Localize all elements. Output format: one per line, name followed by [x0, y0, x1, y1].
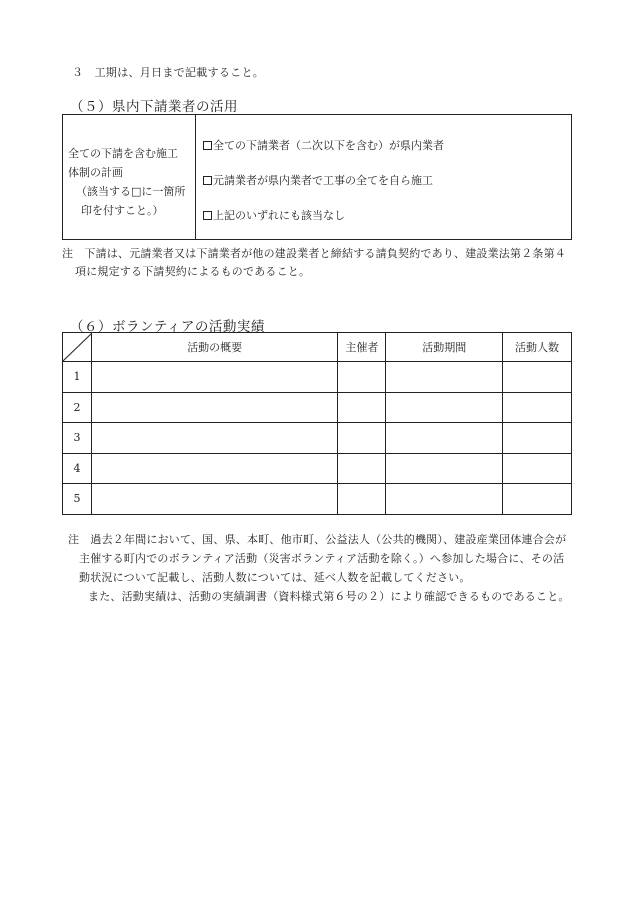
plan-label-line: （該当する□に一箇所: [76, 185, 186, 198]
plan-label-line: 印を付すこと。）: [81, 204, 164, 217]
row-number: 5: [63, 484, 92, 515]
section-6-note: 注 過去２年間において、国、県、本町、他市町、公益法人（公共的機関）、建設産業団体連合会が: [68, 533, 567, 546]
option-none[interactable]: [203, 207, 345, 223]
table-row: [63, 453, 572, 484]
organizer-cell[interactable]: [338, 423, 386, 454]
checkbox-icon[interactable]: [203, 141, 212, 150]
section-5-note-cont: 項に規定する下請契約によるものであること。: [75, 265, 311, 278]
volunteer-table: [62, 332, 572, 515]
period-cell[interactable]: [386, 484, 503, 515]
column-header-summary: 活動の概要: [91, 333, 337, 362]
table-row: [63, 484, 572, 515]
table-row: [63, 392, 572, 423]
period-cell[interactable]: [386, 362, 503, 393]
summary-cell[interactable]: [91, 362, 337, 393]
option-label: 元請業者が県内業者で工事の全てを自ら施工: [213, 174, 433, 187]
plan-label-cell: [63, 115, 196, 239]
option-label: 上記のいずれにも該当なし: [213, 209, 345, 222]
row-number: 4: [63, 453, 92, 484]
section-5-title: （５）県内下請業者の活用: [70, 99, 238, 115]
plan-label-line: 体制の計画: [68, 166, 123, 179]
section-6-note-cont: 主催する町内でのボランティア活動（災害ボランティア活動を除く。）へ参加した場合に、その活: [79, 552, 565, 565]
column-header-period: 活動期間: [386, 333, 503, 362]
organizer-cell[interactable]: [338, 453, 386, 484]
organizer-cell[interactable]: [338, 362, 386, 393]
checkbox-icon[interactable]: [203, 211, 212, 220]
table-row: [63, 362, 572, 393]
diagonal-line: [63, 333, 92, 361]
table-row: [63, 423, 572, 454]
option-self-construct[interactable]: [203, 172, 433, 188]
participants-cell[interactable]: [503, 453, 572, 484]
option-label: 全ての下請業者（二次以下を含む）が県内業者: [213, 139, 444, 152]
checkbox-icon[interactable]: [203, 176, 212, 185]
period-cell[interactable]: [386, 423, 503, 454]
row-number: 1: [63, 362, 92, 393]
section-6-title: （６）ボランティアの活動実績: [70, 319, 265, 335]
column-header-organizer: 主催者: [338, 333, 386, 362]
section-6-note-cont: 動状況について記載し、活動人数については、延べ人数を記載してください。: [79, 571, 471, 584]
section-6-note-extra: また、活動実績は、活動の実績調書（資料様式第６号の２）により確認できるものであること。: [88, 590, 570, 603]
organizer-cell[interactable]: [338, 484, 386, 515]
summary-cell[interactable]: [91, 423, 337, 454]
table-header-row: [63, 333, 572, 362]
option-all-local[interactable]: [203, 137, 444, 153]
section-5-box: [62, 114, 572, 240]
row-number: 2: [63, 392, 92, 423]
plan-label-line: 全ての下請を含む施工: [68, 147, 178, 160]
organizer-cell[interactable]: [338, 392, 386, 423]
participants-cell[interactable]: [503, 423, 572, 454]
row-number: 3: [63, 423, 92, 454]
note-3: ３ 工期は、月日まで記載すること。: [72, 66, 265, 79]
diagonal-corner-cell: [63, 333, 92, 362]
section-5-note: 注 下請は、元請業者又は下請業者が他の建設業者と締結する請負契約であり、建設業法第２条第４: [62, 247, 566, 260]
participants-cell[interactable]: [503, 392, 572, 423]
summary-cell[interactable]: [91, 453, 337, 484]
period-cell[interactable]: [386, 453, 503, 484]
summary-cell[interactable]: [91, 484, 337, 515]
column-header-participants: 活動人数: [503, 333, 572, 362]
period-cell[interactable]: [386, 392, 503, 423]
participants-cell[interactable]: [503, 484, 572, 515]
participants-cell[interactable]: [503, 362, 572, 393]
summary-cell[interactable]: [91, 392, 337, 423]
